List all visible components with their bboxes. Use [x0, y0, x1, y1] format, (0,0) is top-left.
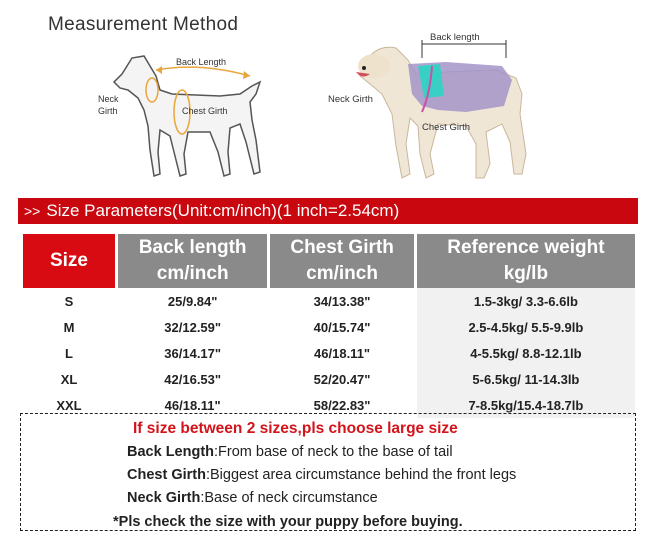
neck-label: Neck — [98, 94, 119, 104]
measurement-diagram — [100, 42, 280, 192]
page-title: Measurement Method — [48, 14, 239, 35]
header-size-label: Size — [49, 250, 89, 271]
chest-girth-label: Chest Girth — [182, 106, 228, 116]
header-back-length — [118, 234, 267, 288]
size-advice: If size between 2 sizes,pls choose large size — [133, 420, 458, 437]
neck-girth-label-photo: Neck Girth — [328, 94, 373, 105]
note-back-label: Back Length — [127, 444, 215, 460]
header-reference-weight — [417, 234, 635, 288]
chest-girth-label-photo: Chest Girth — [422, 122, 471, 133]
table-row — [23, 314, 635, 340]
note-chest-girth — [127, 467, 516, 483]
table-header-row — [23, 234, 635, 288]
header-chest-girth — [270, 234, 413, 288]
size-cell: S — [64, 293, 74, 309]
back-length-label-photo: Back length — [430, 32, 480, 43]
note-neck-label: Neck Girth — [127, 490, 201, 506]
banner-text: Size Parameters(Unit:cm/inch)(1 inch=2.54cm) — [46, 201, 400, 220]
note-chest-text: :Biggest area circumstance behind the front legs — [205, 467, 517, 483]
check-size-footer: *Pls check the size with your puppy before buying. — [113, 514, 463, 530]
note-back-length — [127, 444, 453, 460]
back-length-cell: 42/16.53" — [164, 371, 222, 387]
double-chevron-icon: >> — [24, 203, 41, 219]
header-chest-line2: cm/inch — [306, 263, 378, 284]
girth-label: Girth — [98, 106, 118, 116]
weight-cell: 4-5.5kg/ 8.8-12.1lb — [417, 340, 635, 366]
table-row — [23, 366, 635, 392]
size-cell: L — [65, 345, 73, 361]
measurement-notes — [20, 413, 636, 531]
header-weight-line2: kg/lb — [503, 263, 549, 284]
note-chest-label: Chest Girth — [127, 467, 206, 483]
header-weight-line1: Reference weight — [447, 237, 605, 258]
size-cell: XL — [60, 371, 78, 387]
back-length-cell: 46/18.11" — [164, 397, 221, 413]
table-row — [23, 340, 635, 366]
weight-cell: 1.5-3kg/ 3.3-6.6lb — [417, 288, 635, 314]
weight-cell: 5-6.5kg/ 11-14.3lb — [417, 366, 635, 392]
note-neck-text: :Base of neck circumstance — [200, 490, 378, 506]
note-back-text: :From base of neck to the base of tail — [214, 444, 453, 460]
back-length-label: Back Length — [176, 57, 227, 67]
size-cell: XXL — [56, 397, 82, 413]
table-row — [23, 288, 635, 314]
size-parameters-banner — [18, 198, 638, 224]
chest-girth-cell: 40/15.74" — [313, 319, 371, 335]
size-table — [20, 234, 638, 418]
back-length-cell: 36/14.17" — [164, 345, 222, 361]
chest-girth-cell: 34/13.38" — [313, 293, 371, 309]
chest-girth-cell: 46/18.11" — [314, 345, 371, 361]
weight-cell: 7-8.5kg/15.4-18.7lb — [417, 392, 635, 418]
chest-girth-cell: 52/20.47" — [313, 371, 371, 387]
header-size — [23, 234, 115, 288]
back-length-cell: 25/9.84" — [167, 293, 218, 309]
dog-photo — [326, 14, 556, 194]
size-cell: M — [63, 319, 75, 335]
header-back-line2: cm/inch — [156, 263, 229, 284]
header-back-line1: Back length — [138, 237, 247, 258]
back-length-cell: 32/12.59" — [164, 319, 222, 335]
header-chest-line1: Chest Girth — [290, 237, 394, 258]
weight-cell: 2.5-4.5kg/ 5.5-9.9lb — [417, 314, 635, 340]
note-neck-girth — [127, 490, 378, 506]
chest-girth-cell: 58/22.83" — [313, 397, 371, 413]
